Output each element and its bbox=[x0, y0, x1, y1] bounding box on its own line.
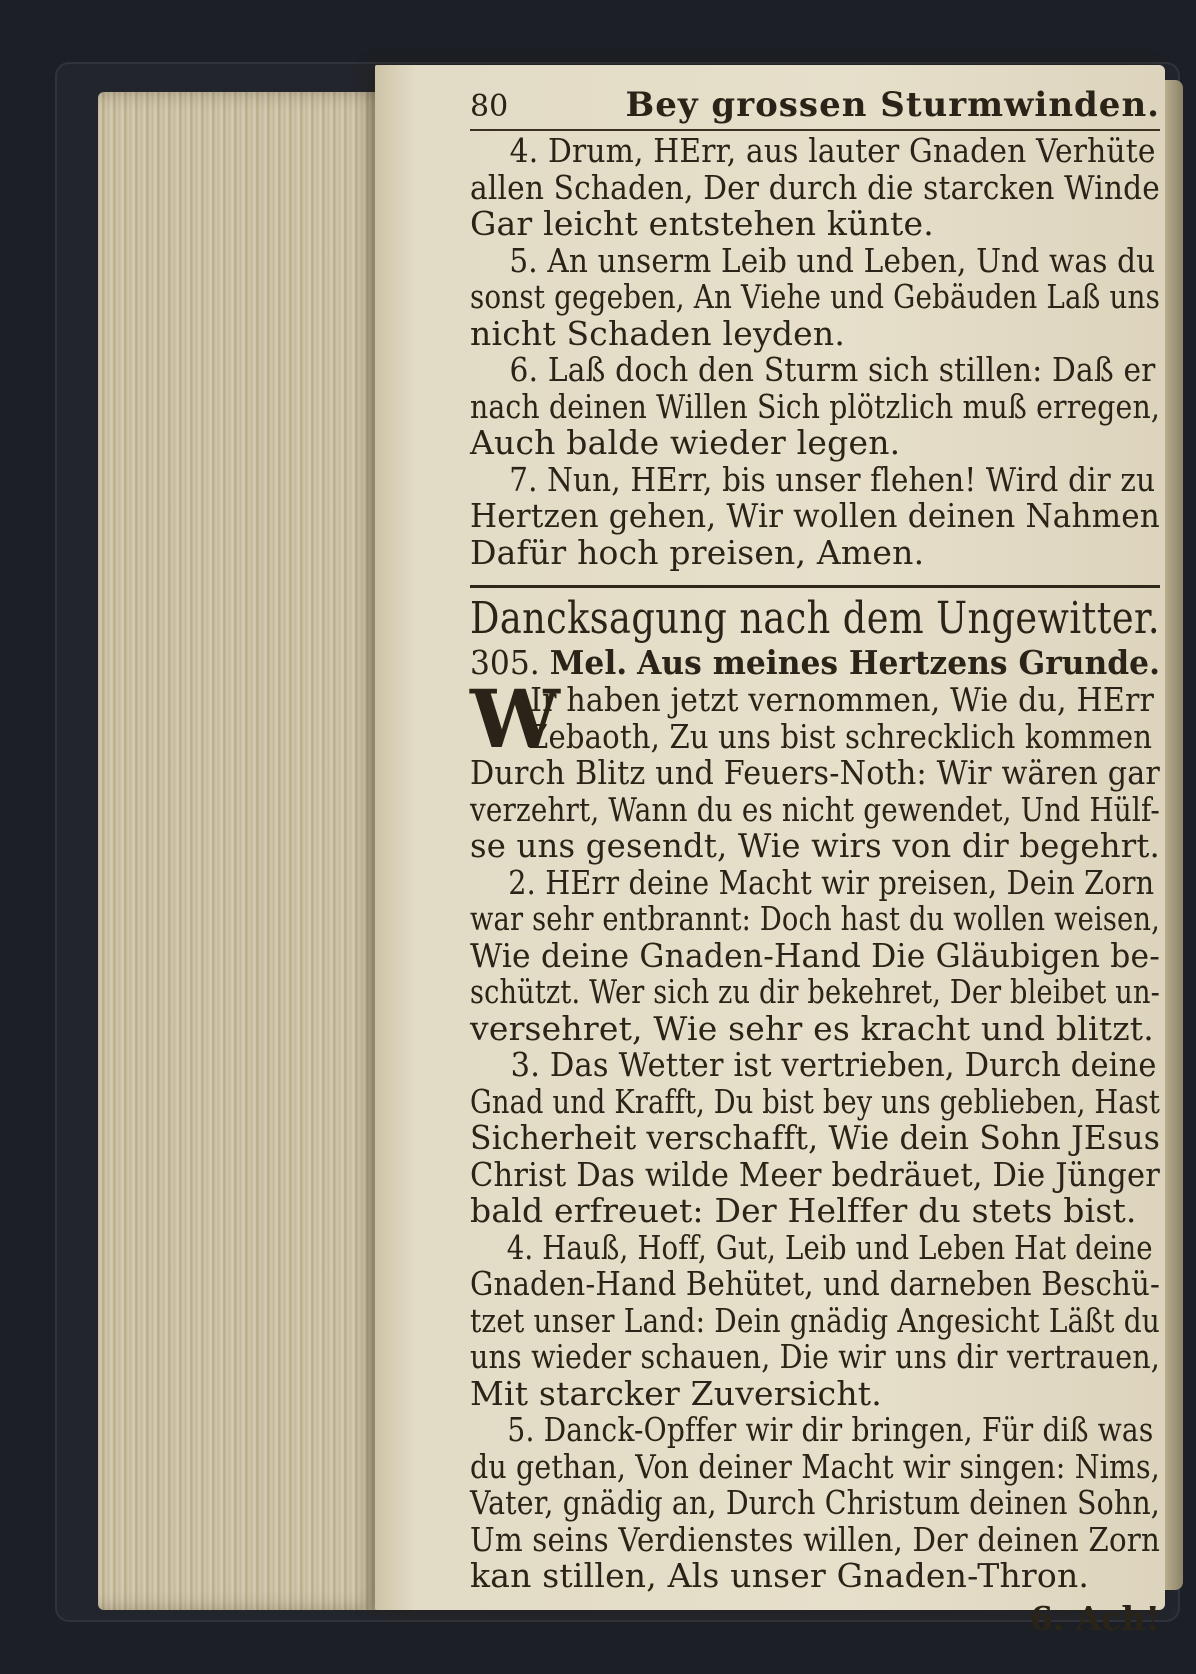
text-line: 5. Danck-Opffer wir dir bringen, Für diß was bbox=[507, 1410, 1154, 1449]
text-line: nach deinen Willen Sich plötzlich muß erregen, bbox=[470, 386, 1160, 426]
text-line: Zebaoth, Zu uns bist schrecklich kommen bbox=[528, 716, 1153, 756]
text-line: Vater, gnädig an, Durch Christum deinen Sohn, bbox=[470, 1483, 1160, 1522]
melody-line bbox=[470, 643, 1160, 682]
text-line: verzehrt, Wann du es nicht gewendet, Und Hülf- bbox=[470, 789, 1160, 829]
running-title: Bey grossen Sturmwinden. bbox=[625, 85, 1160, 125]
text-line: Gnad und Krafft, Du bist bey uns geblieben, Hast bbox=[470, 1081, 1160, 1121]
drop-cap-initial: W bbox=[470, 672, 560, 766]
text-line: Gar leicht entstehen künte. bbox=[470, 204, 934, 243]
text-line: Dafür hoch preisen, Amen. bbox=[470, 532, 925, 572]
text-line: sonst gegeben, An Viehe und Gebäuden Laß uns bbox=[470, 277, 1160, 316]
text-line: bald erfreuet: Der Helffer du stets bist. bbox=[470, 1191, 1137, 1230]
text-line: nicht Schaden leyden. bbox=[470, 313, 846, 353]
section-divider bbox=[470, 585, 1160, 588]
text-line: Auch balde wieder legen. bbox=[470, 423, 901, 462]
melody-label: Mel. bbox=[549, 643, 628, 682]
text-line: Hertzen gehen, Wir wollen deinen Nahmen bbox=[470, 496, 1160, 535]
text-line: 5. An unserm Leib und Leben, Und was du bbox=[509, 240, 1156, 280]
page-text bbox=[470, 85, 1160, 1639]
text-line: Um seins Verdienstes willen, Der deinen Zorn bbox=[470, 1519, 1160, 1559]
page-gutter-edge bbox=[1165, 80, 1183, 1590]
text-line: uns wieder schauen, Die wir uns dir vertrauen, bbox=[470, 1337, 1160, 1376]
section-title: Dancksagung nach dem Ungewitter. bbox=[470, 593, 1160, 644]
text-line: 7. Nun, HErr, bis unser flehen! Wird dir zu bbox=[509, 459, 1156, 499]
hymn-body bbox=[470, 755, 1160, 1595]
page-stack-edges bbox=[98, 92, 398, 1610]
text-line: war sehr entbrannt: Doch hast du wollen weisen, bbox=[470, 899, 1160, 938]
verse-initial-block bbox=[470, 672, 1160, 766]
hymn-end-block bbox=[470, 133, 1160, 571]
text-line: Wie deine Gnaden-Hand Die Gläubigen be- bbox=[470, 935, 1160, 975]
text-line: Christ Das wilde Meer bedräuet, Die Jünger bbox=[470, 1154, 1160, 1194]
melody-tune: Aus meines Hertzens Grunde. bbox=[637, 643, 1160, 682]
page-header bbox=[470, 85, 1160, 131]
text-line: Durch Blitz und Feuers-Noth: Wir wären gar bbox=[470, 753, 1160, 792]
text-line: 4. Hauß, Hoff, Gut, Leib und Leben Hat deine bbox=[506, 1227, 1153, 1267]
text-line: du gethan, Von deiner Macht wir singen: Nims, bbox=[470, 1446, 1160, 1486]
text-line: Gnaden-Hand Behütet, und darneben Beschü- bbox=[470, 1264, 1160, 1303]
text-line: allen Schaden, Der durch die starcken Winde bbox=[470, 167, 1160, 207]
text-line: schützt. Wer sich zu dir bekehret, Der bleibet un- bbox=[470, 972, 1160, 1011]
hymn-number: 305. bbox=[470, 643, 540, 682]
text-line: 2. HErr deine Macht wir preisen, Dein Zorn bbox=[508, 862, 1155, 902]
text-line: 3. Das Wetter ist vertrieben, Durch deine bbox=[510, 1045, 1157, 1084]
text-line: Mit starcker Zuversicht. bbox=[470, 1373, 882, 1413]
catchword: 6. Ach! bbox=[1029, 1598, 1160, 1638]
page-number: 80 bbox=[470, 89, 509, 124]
text-line: Sicherheit verschafft, Wie dein Sohn JEsus bbox=[470, 1118, 1160, 1157]
text-line: tzet unser Land: Dein gnädig Angesicht Läßt du bbox=[470, 1300, 1160, 1340]
text-line: Ir haben jetzt vernommen, Wie du, HErr bbox=[530, 680, 1155, 719]
text-line: 6. Laß doch den Sturm sich stillen: Daß er bbox=[509, 350, 1156, 389]
text-line: 4. Drum, HErr, aus lauter Gnaden Verhüte bbox=[509, 131, 1156, 170]
text-line: se uns gesendt, Wie wirs von dir begehrt. bbox=[470, 826, 1160, 865]
text-line: versehret, Wie sehr es kracht und blitzt. bbox=[470, 1008, 1154, 1048]
text-line: kan stillen, Als unser Gnaden-Thron. bbox=[470, 1556, 1090, 1595]
